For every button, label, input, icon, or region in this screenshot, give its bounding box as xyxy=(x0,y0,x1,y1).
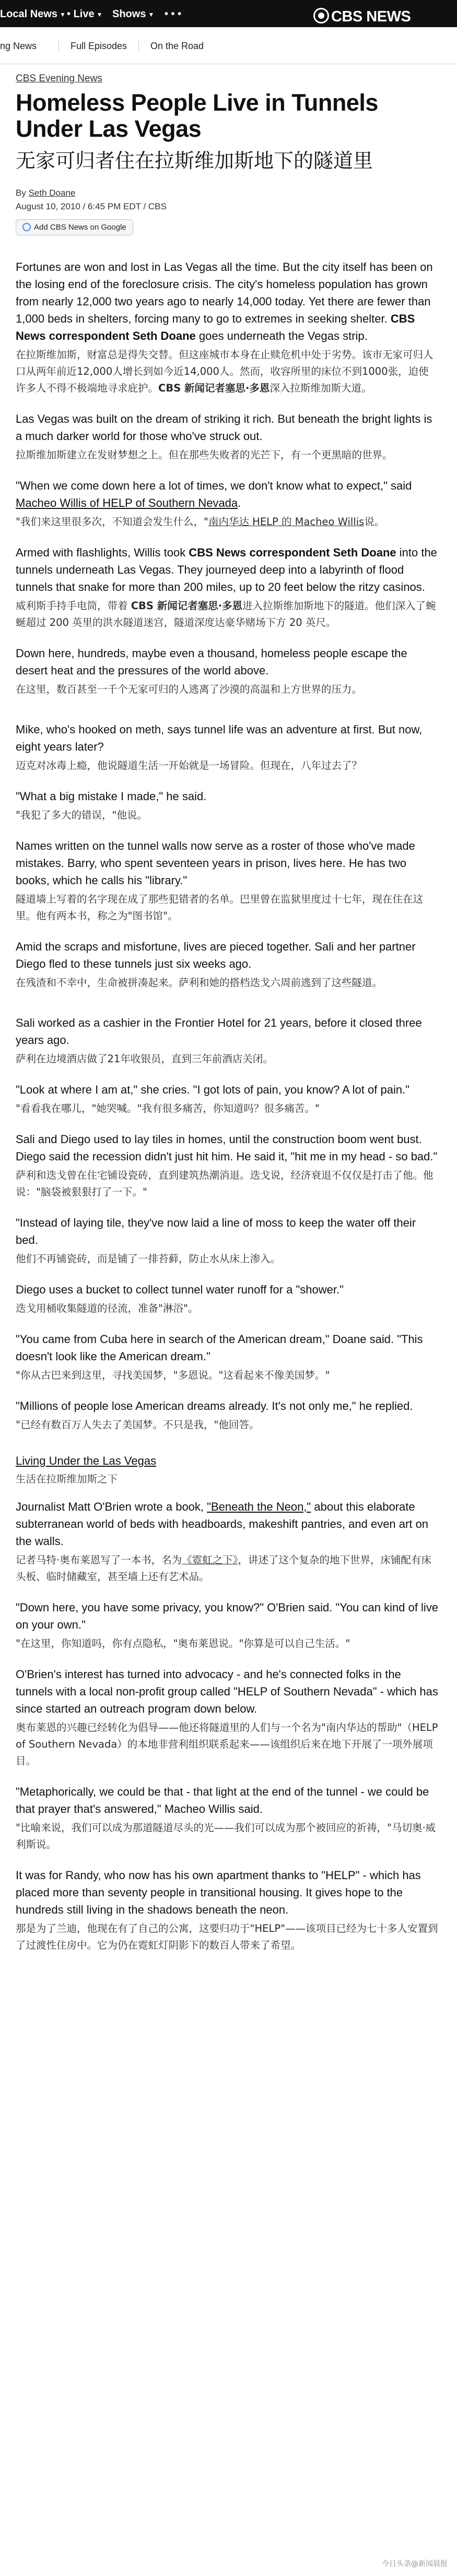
nav-shows-label: Shows xyxy=(112,8,146,20)
paragraph-translation: 那是为了兰迪，他现在有了自己的公寓，这要归功于"HELP"——该项目已经为七十多人安置到了过渡性住房中。它为仍在霓虹灯阴影下的数百人带来了希望。 xyxy=(16,1922,438,1951)
byline xyxy=(16,188,439,198)
nav-live[interactable] xyxy=(67,8,102,20)
beneath-the-neon-link-zh[interactable]: 《霓虹之下》 xyxy=(182,1554,238,1566)
paragraph-translation: 威利斯手持手电筒，带着 CBS 新闻记者塞思·多恩进入拉斯维加斯地下的隧道。他们深入了蜿蜒超过 200 英里的洪水隧道迷宫，隧道深度达豪华赌场下方 20 英尺。 xyxy=(16,600,436,628)
paragraph: "What a big mistake I made," he said. xyxy=(16,790,207,803)
paragraph: Journalist Matt O'Brien wrote a book, "Beneath the Neon," about this elaborate subterranean world of beds with headboards, makeshift pantries, and even art on the walls. xyxy=(16,1500,429,1548)
article-body xyxy=(16,73,439,1967)
nav-live-label: Live xyxy=(73,8,95,20)
paragraph-translation: "已经有数百万人失去了美国梦。不只是我，"他回答。 xyxy=(16,1419,260,1431)
paragraph-translation: 隧道墙上写着的名字现在成了那些犯错者的名单。巴里曾在监狱里度过十七年，现在住在这里。他有两本书，称之为"图书馆"。 xyxy=(16,893,424,922)
paragraph-translation: "比喻来说，我们可以成为那道隧道尽头的光——我们可以成为那个被回应的祈祷，"马切奥·威利斯说。 xyxy=(16,1822,436,1850)
paragraph-translation: 迈克对冰毒上瘾，他说隧道生活一开始就是一场冒险。但现在，八年过去了？ xyxy=(16,759,362,771)
paragraph-translation: 在这里，数百甚至一千个无家可归的人逃离了沙漠的高温和上方世界的压力。 xyxy=(16,683,362,695)
subnav-full-episodes[interactable]: Full Episodes xyxy=(71,41,127,51)
paragraph-translation: 拉斯维加斯建立在发财梦想之上。但在那些失败者的光芒下，有一个更黑暗的世界。 xyxy=(16,449,393,461)
paragraph-translation: "我们来这里很多次，不知道会发生什么，"南内华达 HELP 的 Macheo Willis说。 xyxy=(16,516,385,528)
chevron-down-icon: ▼ xyxy=(148,10,155,18)
paragraph: Down here, hundreds, maybe even a thousand, homeless people escape the desert heat and the pressures of the world above. xyxy=(16,647,407,677)
brand-name: CBS NEWS xyxy=(331,8,411,25)
paragraph: "Look at where I am at," she cries. "I got lots of pain, you know? A lot of pain." xyxy=(16,1083,409,1096)
top-navigation-bar xyxy=(0,0,457,27)
paragraph-translation: 萨利和迭戈曾在住宅铺设瓷砖，直到建筑热潮消退。迭戈说，经济衰退不仅仅是打击了他。他说："脑袋被狠狠打了一下。" xyxy=(16,1169,433,1198)
paragraph-translation: "看看我在哪儿，"她哭喊。"我有很多痛苦，你知道吗？很多痛苦。" xyxy=(16,1102,320,1114)
chevron-down-icon: ▼ xyxy=(96,10,103,18)
paragraph: "You came from Cuba here in search of the American dream," Doane said. "This doesn't look like the American dream." xyxy=(16,1333,423,1363)
paragraph-translation: 记者马特·奥布莱恩写了一本书，名为《霓虹之下》，讲述了这个复杂的地下世界，床铺配有床头板、临时储藏室，甚至墙上还有艺术品。 xyxy=(16,1554,431,1583)
google-icon xyxy=(22,223,31,231)
chevron-down-icon: ▼ xyxy=(60,10,66,18)
paragraph: It was for Randy, who now has his own apartment thanks to "HELP" - which has placed more than seventy people in transitional housing. It gives hope to the hundreds still living in the shadows beneath the neon. xyxy=(16,1869,421,1916)
paragraph: Las Vegas was built on the dream of striking it rich. But beneath the bright lights is a much darker world for those who've struck out. xyxy=(16,412,432,443)
subnav-divider xyxy=(58,40,59,52)
paragraph: Names written on the tunnel walls now serve as a roster of those who've made mistakes. Barry, who spent seventeen years in prison, lives here. He has two books, which he calls his "library." xyxy=(16,839,415,887)
paragraph-translation: 萨利在边境酒店做了21年收银员，直到三年前酒店关闭。 xyxy=(16,1053,273,1065)
paragraph-translation: "你从古巴来到这里，寻找美国梦，"多恩说。"这看起来不像美国梦。" xyxy=(16,1369,330,1381)
cbs-eye-icon xyxy=(313,8,329,23)
article-title: Homeless People Live in Tunnels Under Las Vegas xyxy=(16,89,378,142)
section-eyebrow-link[interactable]: CBS Evening News xyxy=(16,73,102,84)
paragraph: Sali worked as a cashier in the Frontier Hotel for 21 years, before it closed three years ago. xyxy=(16,1016,422,1047)
source-watermark: 今日头条@新闻晨报 xyxy=(382,2560,448,2568)
subnav-evening-news[interactable]: ng News xyxy=(0,41,37,51)
sub-navigation-bar xyxy=(0,27,457,64)
paragraph-translation: 迭戈用桶收集隧道的径流，准备"淋浴"。 xyxy=(16,1302,198,1314)
section-subheading-translation: 生活在拉斯维加斯之下 xyxy=(16,1473,118,1485)
subnav-divider xyxy=(138,40,139,52)
section-subheading[interactable]: Living Under the Las Vegas xyxy=(16,1454,157,1467)
live-dot-icon: • xyxy=(67,8,74,20)
help-southern-nevada-link-zh[interactable]: 南内华达 HELP 的 Macheo Willis xyxy=(208,516,365,528)
help-southern-nevada-link[interactable]: Macheo Willis of HELP of Southern Nevada xyxy=(16,496,238,509)
paragraph-translation: 奥布莱恩的兴趣已经转化为倡导——他还将隧道里的人们与一个名为"南内华达的帮助"（HELP of Southern Nevada）的本地非营利组织联系起来——该组织后来在地下开展了一项外展项目。 xyxy=(16,1722,438,1767)
byline-prefix: By xyxy=(16,188,29,198)
paragraph-translation: 他们不再铺瓷砖，而是铺了一排苔藓，防止水从床上渗入。 xyxy=(16,1253,281,1265)
paragraph: Sali and Diego used to lay tiles in homes, until the construction boom went bust. Diego said the recession didn't just hit him. He said it, "hit me in my head - so bad." xyxy=(16,1133,438,1163)
article-title-translation: 无家可归者住在拉斯维加斯地下的隧道里 xyxy=(16,149,373,172)
paragraph: "Down here, you have some privacy, you know?" O'Brien said. "You can kind of live on your own." xyxy=(16,1601,439,1631)
ellipsis-icon[interactable]: • • • xyxy=(165,8,182,20)
paragraph-translation: "在这里，你知道吗，你有点隐私，"奥布莱恩说。"你算是可以自己生活。" xyxy=(16,1637,350,1649)
nav-local-news-label: Local News xyxy=(0,8,58,20)
add-source-button[interactable] xyxy=(16,219,133,235)
paragraph: Amid the scraps and misfortune, lives are pieced together. Sali and her partner Diego fled to these tunnels just six weeks ago. xyxy=(16,940,416,970)
add-source-label: Add CBS News on Google xyxy=(34,223,126,232)
author-link[interactable]: Seth Doane xyxy=(28,188,76,198)
nav-shows[interactable] xyxy=(112,8,154,20)
paragraph: Fortunes are won and lost in Las Vegas all the time. But the city itself has been on the losing end of the foreclosure crisis. The city's homeless population has grown from nearly 12,000 two years ago to nearly 14,000 today. Yet there are fewer than 1,000 beds in shelters, forcing many to go to extremes in seeking shelter. CBS News correspondent Seth Doane goes underneath the Vegas strip. xyxy=(16,260,433,342)
paragraph: O'Brien's interest has turned into advocacy - and he's connected folks in the tunnels with a local non-profit group called "HELP of Southern Nevada" - which has since started an outreach program down below. xyxy=(16,1668,438,1715)
paragraph-translation: 在拉斯维加斯，财富总是得失交替。但这座城市本身在止赎危机中处于劣势。该市无家可归人口从两年前近12,000人增长到如今近14,000人。然而，收容所里的床位不到1000张，迫使许多人不得不极端地寻求庇护。CBS 新闻记者塞思·多恩深入拉斯维加斯大道。 xyxy=(16,349,433,394)
paragraph-translation: "我犯了多大的错误，"他说。 xyxy=(16,809,147,821)
paragraph-translation: 在残渣和不幸中，生命被拼凑起来。萨利和她的搭档迭戈六周前逃到了这些隧道。 xyxy=(16,977,383,989)
paragraph: "Millions of people lose American dreams already. It's not only me," he replied. xyxy=(16,1399,413,1412)
paragraph: "Instead of laying tile, they've now laid a line of moss to keep the water off their bed. xyxy=(16,1216,416,1247)
paragraph: Diego uses a bucket to collect tunnel water runoff for a "shower." xyxy=(16,1283,344,1296)
nav-local-news[interactable] xyxy=(0,8,66,20)
paragraph: Armed with flashlights, Willis took CBS News correspondent Seth Doane into the tunnels underneath Las Vegas. They journeyed deep into a labyrinth of flood tunnels that snake for more than 200 miles, up to 20 feet below the ritzy casinos. xyxy=(16,546,437,593)
subnav-on-the-road[interactable]: On the Road xyxy=(150,41,204,51)
paragraph: Mike, who's hooked on meth, says tunnel life was an adventure at first. But now, eight years later? xyxy=(16,723,423,753)
publish-date: August 10, 2010 / 6:45 PM EDT / CBS xyxy=(16,201,167,211)
paragraph: "When we come down here a lot of times, we don't know what to expect," said Macheo Willis of HELP of Southern Nevada. xyxy=(16,479,412,509)
beneath-the-neon-link[interactable]: "Beneath the Neon," xyxy=(207,1500,311,1513)
paragraph: "Metaphorically, we could be that - that light at the end of the tunnel - we could be that prayer that's answered," Macheo Willis said. xyxy=(16,1785,429,1815)
cbs-news-logo[interactable] xyxy=(313,6,411,26)
